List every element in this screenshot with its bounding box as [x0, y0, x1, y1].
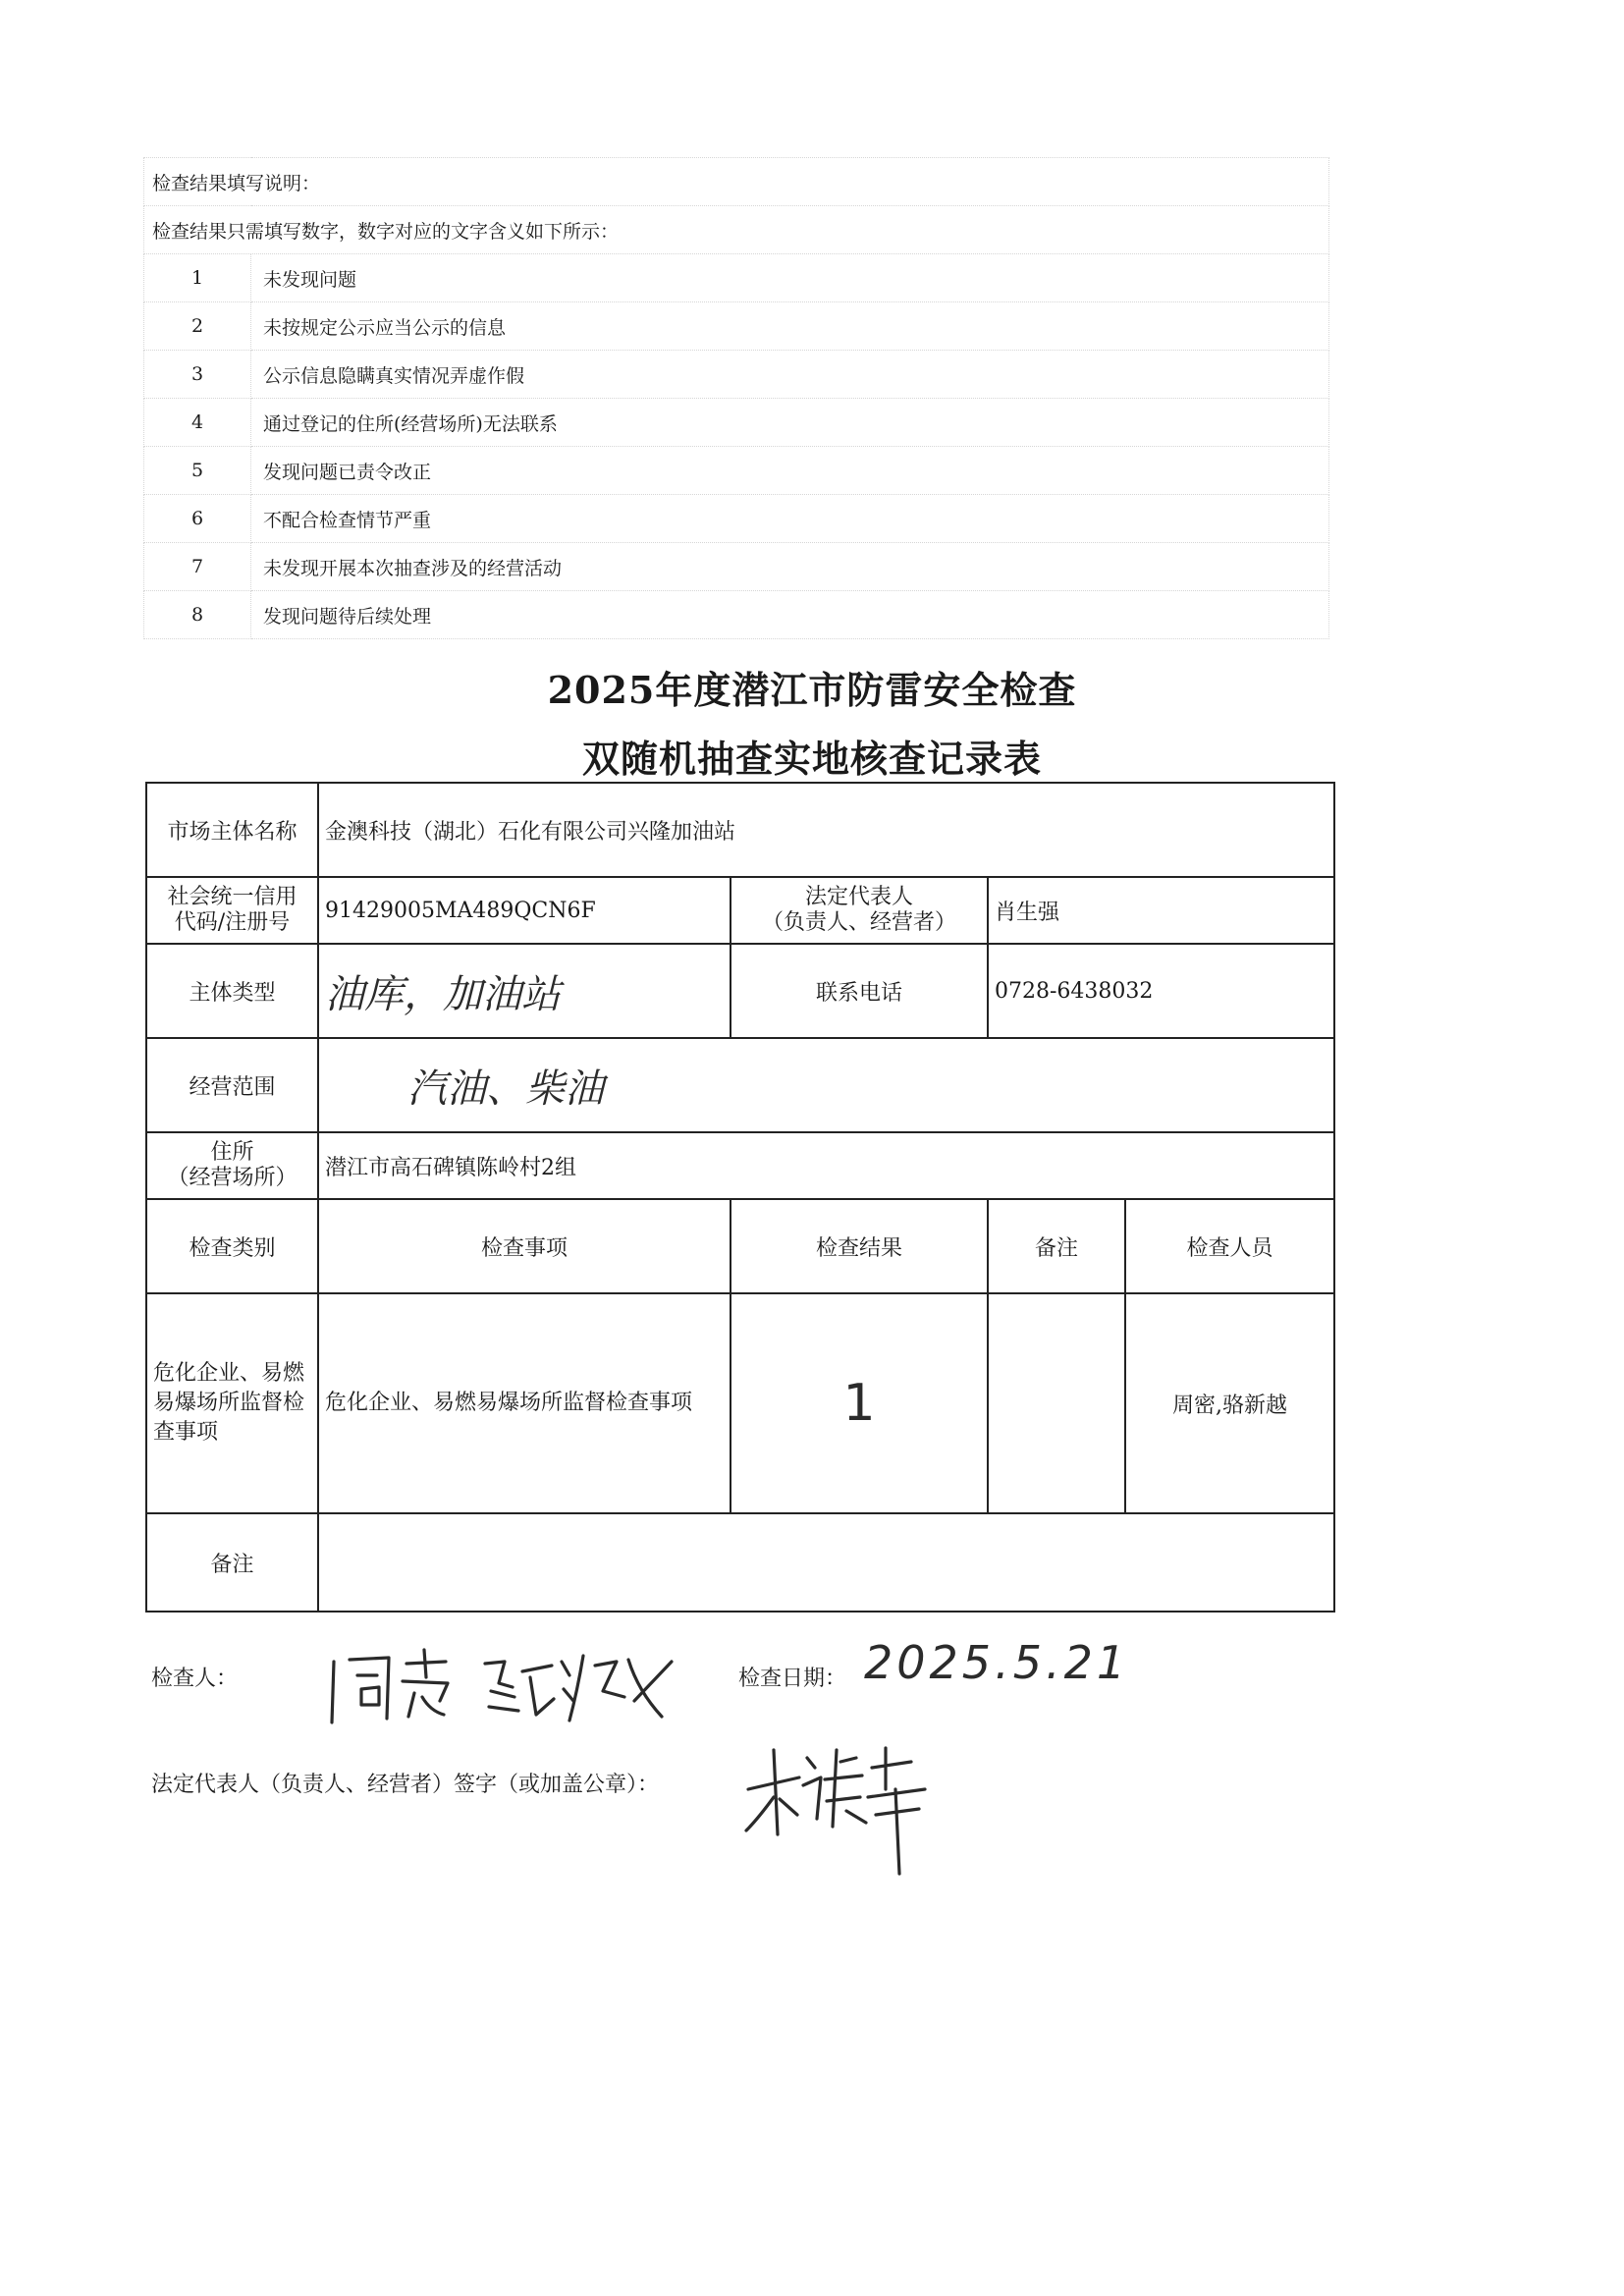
result-legend	[143, 157, 1329, 639]
legend-item	[144, 302, 1329, 351]
legend-item-number: 7	[144, 543, 251, 591]
legend-item	[144, 351, 1329, 399]
inspection-date-handwritten: 2025.5.21	[864, 1636, 1130, 1689]
legend-item-number: 4	[144, 399, 251, 447]
header-remark: 备注	[988, 1199, 1125, 1293]
legend-item-number: 3	[144, 351, 251, 399]
address-label-line1: 住所	[210, 1140, 254, 1165]
legend-item-number: 1	[144, 254, 251, 302]
inspection-record-table	[145, 782, 1335, 1613]
document-subtitle: 双随机抽查实地核查记录表	[581, 737, 1042, 781]
credit-code-label-line1: 社会统一信用	[167, 885, 298, 909]
business-scope-label: 经营范围	[146, 1038, 318, 1132]
legend-item-number: 8	[144, 591, 251, 639]
legend-item	[144, 254, 1329, 302]
legend-item	[144, 543, 1329, 591]
legend-item	[144, 591, 1329, 639]
legend-item	[144, 399, 1329, 447]
legend-item-text: 发现问题已责令改正	[251, 447, 1329, 495]
entity-type-label: 主体类型	[146, 944, 318, 1038]
inspector-label: 检查人：	[151, 1667, 239, 1691]
legal-representative-signature	[738, 1728, 954, 1886]
inspection-date-label: 检查日期：	[738, 1667, 847, 1691]
legend-item-text: 未按规定公示应当公示的信息	[251, 302, 1329, 351]
legal-rep-label	[731, 877, 988, 944]
credit-code-value: 91429005MA489QCN6F	[318, 877, 731, 944]
document-title: 2025年度潜江市防雷安全检查	[547, 668, 1077, 712]
check-inspectors-value: 周密,骆新越	[1125, 1293, 1334, 1513]
legend-heading: 检查结果填写说明：	[144, 158, 1329, 206]
entity-type-handwritten: 油库，加油站	[318, 944, 731, 1038]
legend-item	[144, 447, 1329, 495]
legend-item-text: 未发现开展本次抽查涉及的经营活动	[251, 543, 1329, 591]
check-remark-value	[988, 1293, 1125, 1513]
phone-value: 0728-6438032	[988, 944, 1334, 1038]
credit-code-label-line2: 代码/注册号	[174, 910, 291, 935]
business-scope-handwritten: 汽油、柴油	[318, 1038, 1334, 1132]
legal-representative-sign-label: 法定代表人（负责人、经营者）签字（或加盖公章）：	[151, 1773, 660, 1797]
legend-item-text: 公示信息隐瞒真实情况弄虚作假	[251, 351, 1329, 399]
legal-rep-label-line2: （负责人、经营者）	[761, 910, 956, 935]
legend-item-number: 6	[144, 495, 251, 543]
check-category-value: 危化企业、易燃易爆场所监督检查事项	[146, 1293, 318, 1513]
credit-code-label	[146, 877, 318, 944]
table-row	[146, 1293, 1334, 1513]
legend-item	[144, 495, 1329, 543]
check-result-handwritten: 1	[731, 1293, 988, 1513]
legend-item-number: 5	[144, 447, 251, 495]
check-table-header-row	[146, 1199, 1334, 1293]
notes-label: 备注	[146, 1513, 318, 1612]
address-value: 潜江市高石碑镇陈岭村2组	[318, 1132, 1334, 1199]
legend-item-text: 未发现问题	[251, 254, 1329, 302]
legend-item-text: 发现问题待后续处理	[251, 591, 1329, 639]
phone-label: 联系电话	[731, 944, 988, 1038]
legend-intro: 检查结果只需填写数字，数字对应的文字含义如下所示：	[144, 206, 1329, 254]
address-label-line2: （经营场所）	[167, 1166, 298, 1190]
header-result: 检查结果	[731, 1199, 988, 1293]
header-category: 检查类别	[146, 1199, 318, 1293]
check-item-value: 危化企业、易燃易爆场所监督检查事项	[318, 1293, 731, 1513]
inspector-signature	[312, 1632, 685, 1730]
entity-name-label: 市场主体名称	[146, 783, 318, 877]
legal-rep-label-line1: 法定代表人	[804, 885, 913, 909]
header-inspectors: 检查人员	[1125, 1199, 1334, 1293]
entity-name-value: 金澳科技（湖北）石化有限公司兴隆加油站	[318, 783, 1334, 877]
legend-item-text: 不配合检查情节严重	[251, 495, 1329, 543]
header-item: 检查事项	[318, 1199, 731, 1293]
address-label	[146, 1132, 318, 1199]
notes-value	[318, 1513, 1334, 1612]
legend-item-text: 通过登记的住所(经营场所)无法联系	[251, 399, 1329, 447]
legend-item-number: 2	[144, 302, 251, 351]
legal-rep-value: 肖生强	[988, 877, 1334, 944]
